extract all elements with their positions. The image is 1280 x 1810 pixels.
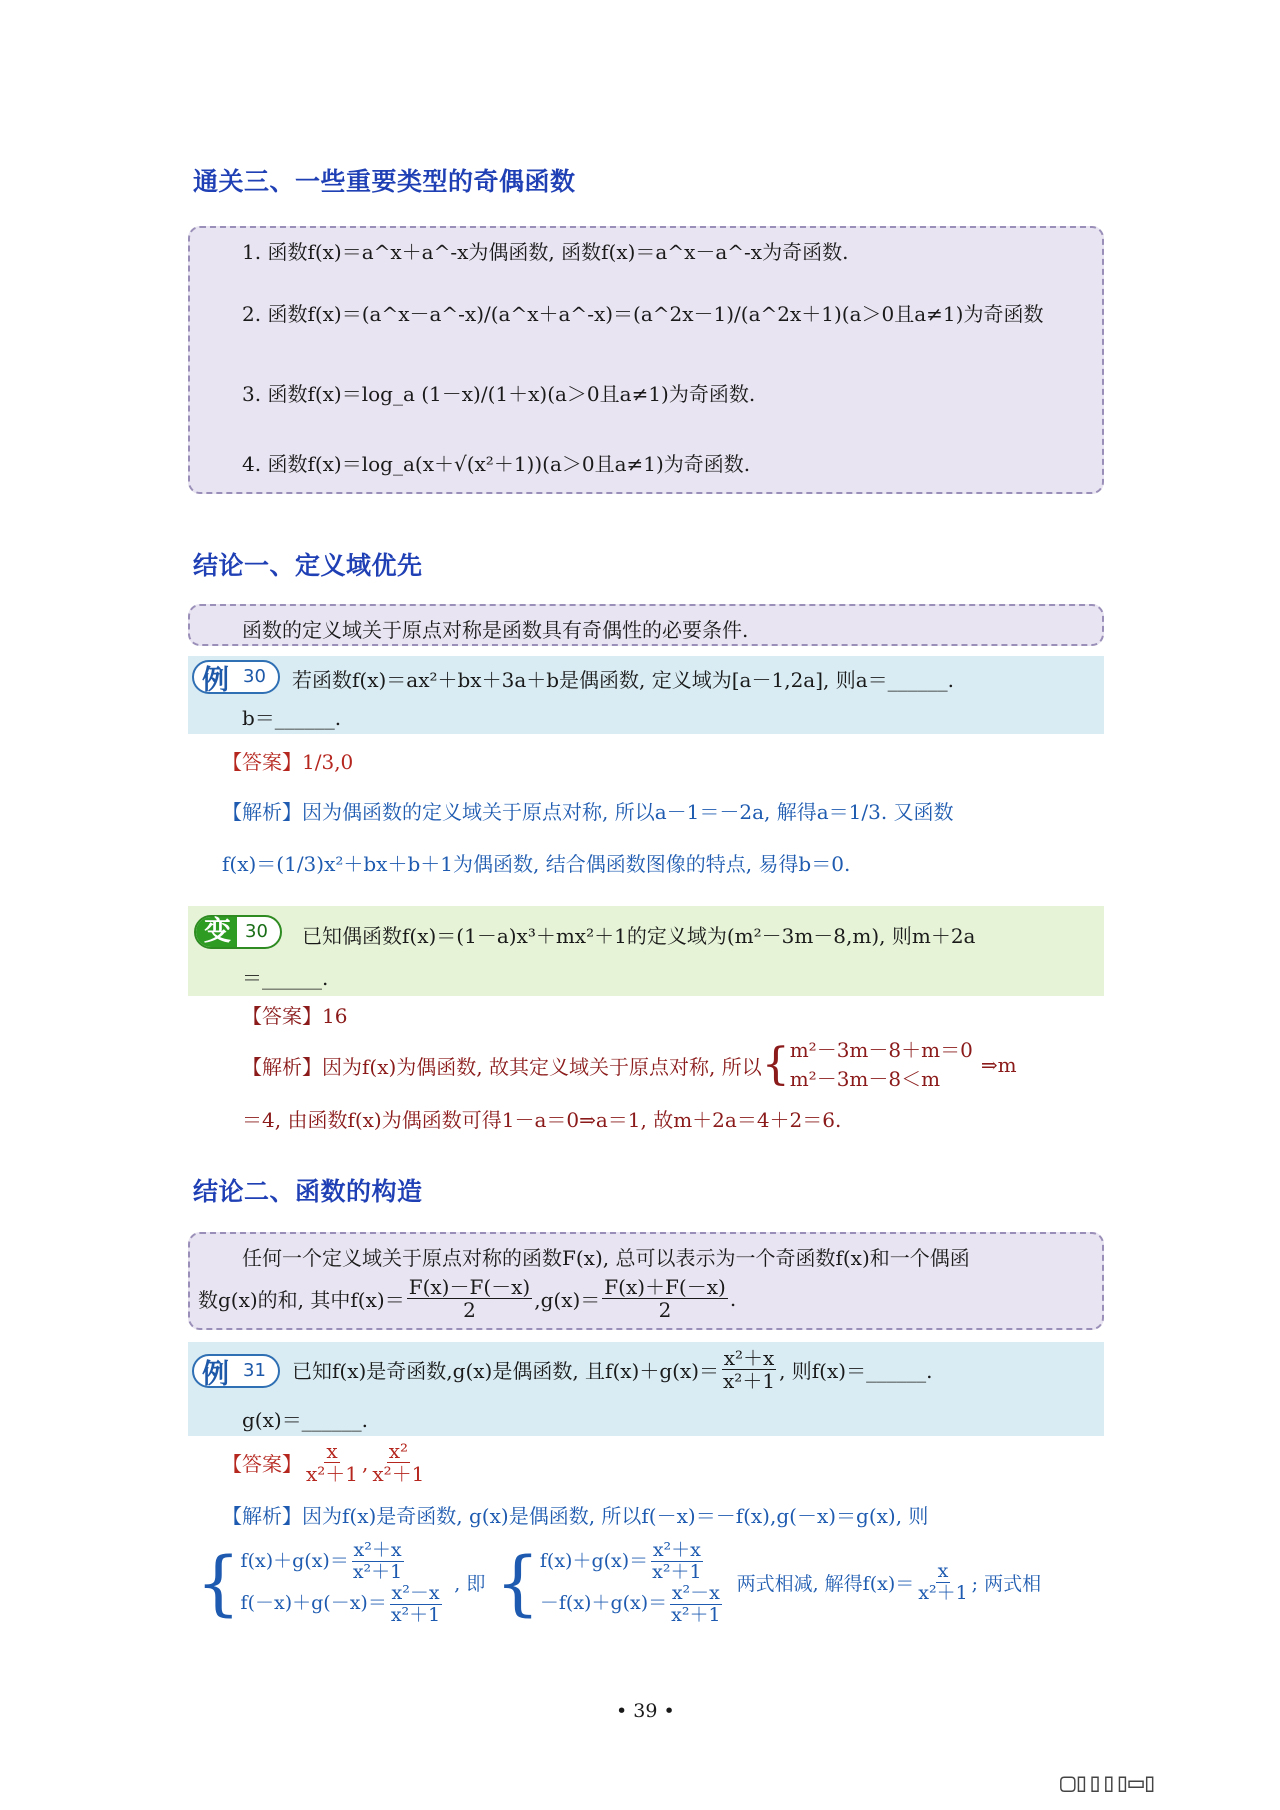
type-item-3: 3. 函数f(x)＝log_a (1－x)/(1＋x)(a＞0且a≠1)为奇函数. [242,382,756,406]
example-31-question-1 [292,1344,932,1394]
system-a [241,1540,445,1626]
denominator: 2 [658,1298,672,1322]
conclusion-2-line-2 [198,1276,736,1321]
f-formula [407,1276,533,1321]
conclusion-2-box [188,1232,1104,1330]
example-30-analysis-1 [222,796,954,825]
conclusion-2-title: 结论二、函数的构造 [193,1177,423,1206]
fraction [669,1583,722,1626]
section-title-3: 通关三、一些重要类型的奇偶函数 [193,167,576,196]
example-31-analysis-1 [222,1500,928,1529]
types-box [188,226,1104,494]
type-item-2: 2. 函数f(x)＝(a^x－a^-x)/(a^x＋a^-x)＝(a^2x－1)/(a^2x＋1)(a＞0且a≠1)为奇函数 [242,302,1044,326]
numerator: x²＋x [353,1539,402,1561]
numerator: F(x)－F(－x) [408,1275,531,1299]
example-number: 31 [235,1359,274,1383]
denominator: x²＋1 [671,1603,721,1626]
example-30-tag [192,660,280,694]
analysis-label: 【解析】 [222,1504,302,1528]
answer-label: 【答案】 [222,750,302,774]
fraction [351,1540,404,1583]
variant-30-analysis-1 [242,1036,1017,1094]
example-label: 例 [202,1358,229,1390]
answer-label: 【答案】 [222,1452,302,1476]
example-30-analysis-2: f(x)＝(1/3)x²＋bx＋b＋1为偶函数, 结合偶函数图像的特点, 易得b＝0. [222,852,851,876]
type-item-1: 1. 函数f(x)＝a^x＋a^-x为偶函数, 函数f(x)＝a^x－a^-x为奇函数. [242,240,849,264]
numerator: x²－x [391,1581,440,1604]
example-30-question-2: b＝______. [242,706,342,730]
denominator: x²＋1 [306,1462,359,1486]
variant-30-question-1: 已知偶函数f(x)＝(1－a)x³＋mx²＋1的定义域为(m²－3m－8,m), 则m＋2a [302,924,976,948]
type-item-4: 4. 函数f(x)＝log_a(x＋√(x²＋1))(a＞0且a≠1)为奇函数. [242,452,751,476]
denominator: x²＋1 [390,1603,441,1626]
text: 数g(x)的和, 其中f(x)＝ [198,1288,405,1312]
system-brace: { [761,1039,790,1090]
denominator: x²＋1 [652,1560,702,1583]
analysis-text: 因为f(x)是奇函数, g(x)是偶函数, 所以f(－x)＝－f(x),g(－x)＝g(x), 则 [302,1504,929,1528]
variant-30-question-2: ＝______. [242,966,329,990]
conclusion-1-title: 结论一、定义域优先 [193,551,423,580]
variant-label: 变 [196,917,237,947]
fraction [389,1583,442,1626]
text: ,g(x)＝ [534,1288,601,1312]
numerator: F(x)＋F(－x) [604,1275,726,1299]
conclusion-1-text: 函数的定义域关于原点对称是函数具有奇偶性的必要条件. [242,618,749,642]
system-line-2: m²－3m－8＜m [789,1067,941,1091]
text: . [729,1286,737,1311]
numerator: x [326,1439,338,1463]
fraction [650,1540,703,1583]
example-label: 例 [202,664,229,696]
example-31-tag [192,1354,280,1388]
numerator: x²＋x [652,1539,701,1561]
denominator: x²＋1 [723,1368,776,1393]
example-31-question-2: g(x)＝______. [242,1408,369,1432]
fraction [721,1347,777,1392]
variant-30-tag [194,915,282,949]
implies-m: ⇒m [980,1053,1017,1077]
text: , 则f(x)＝______. [779,1358,933,1383]
analysis-text: 因为f(x)为偶函数, 故其定义域关于原点对称, 所以 [322,1054,762,1079]
numerator: x²－x [671,1581,720,1604]
system-brace: { [495,1541,540,1624]
system [790,1036,973,1094]
answer-f [304,1440,360,1485]
text: －f(x)＋g(x)＝ [539,1592,668,1615]
conclusion-1-box [188,604,1104,646]
conclusion-2-line-1: 任何一个定义域关于原点对称的函数F(x), 总可以表示为一个奇函数f(x)和一个偶函 [242,1246,970,1270]
analysis-text: 因为偶函数的定义域关于原点对称, 所以a－1＝－2a, 解得a＝1/3. 又函数 [302,800,954,824]
numerator: x [937,1560,949,1583]
text: , 即 [454,1573,486,1596]
denominator: x²＋1 [918,1582,968,1605]
analysis-label: 【解析】 [242,1054,322,1079]
answer-label: 【答案】 [242,1004,322,1028]
system-brace: { [196,1541,241,1624]
variant-30-answer [242,1000,347,1029]
comma: , [362,1450,369,1475]
example-31-answer [222,1440,428,1485]
fraction [916,1561,969,1604]
example-number: 30 [235,665,274,689]
example-30-question-1: 若函数f(x)＝ax²＋bx＋3a＋b是偶函数, 定义域为[a－1,2a], 则a＝______. [292,668,955,692]
system-b [540,1540,725,1626]
answer-value: 16 [322,1004,348,1028]
system-line-1: m²－3m－8＋m＝0 [789,1038,973,1062]
text: 两式相减, 解得f(x)＝ [736,1573,915,1596]
text: f(x)＋g(x)＝ [539,1549,649,1572]
page-number: • 39 • [616,1700,675,1722]
text: 已知f(x)是奇函数,g(x)是偶函数, 且f(x)＋g(x)＝ [292,1358,720,1383]
answer-value: 1/3,0 [302,750,354,774]
g-formula [602,1276,728,1321]
variant-number: 30 [237,920,276,944]
toolbar-icon[interactable]: ▢▯▯▯▯▭▯ [1060,1768,1156,1798]
denominator: 2 [463,1298,476,1322]
text: ; 两式相 [971,1573,1042,1596]
example-31-analysis-systems [196,1540,1041,1626]
denominator: x²＋1 [372,1462,425,1486]
variant-30-analysis-2: ＝4, 由函数f(x)为偶函数可得1－a＝0⇒a＝1, 故m＋2a＝4＋2＝6. [242,1108,842,1132]
answer-g [370,1440,426,1485]
text: f(－x)＋g(－x)＝ [240,1592,387,1615]
numerator: x²＋x [723,1345,775,1370]
numerator: x² [388,1439,409,1463]
denominator: x²＋1 [352,1560,403,1583]
example-30-answer [222,746,353,775]
analysis-label: 【解析】 [222,800,302,824]
text: f(x)＋g(x)＝ [240,1549,349,1572]
